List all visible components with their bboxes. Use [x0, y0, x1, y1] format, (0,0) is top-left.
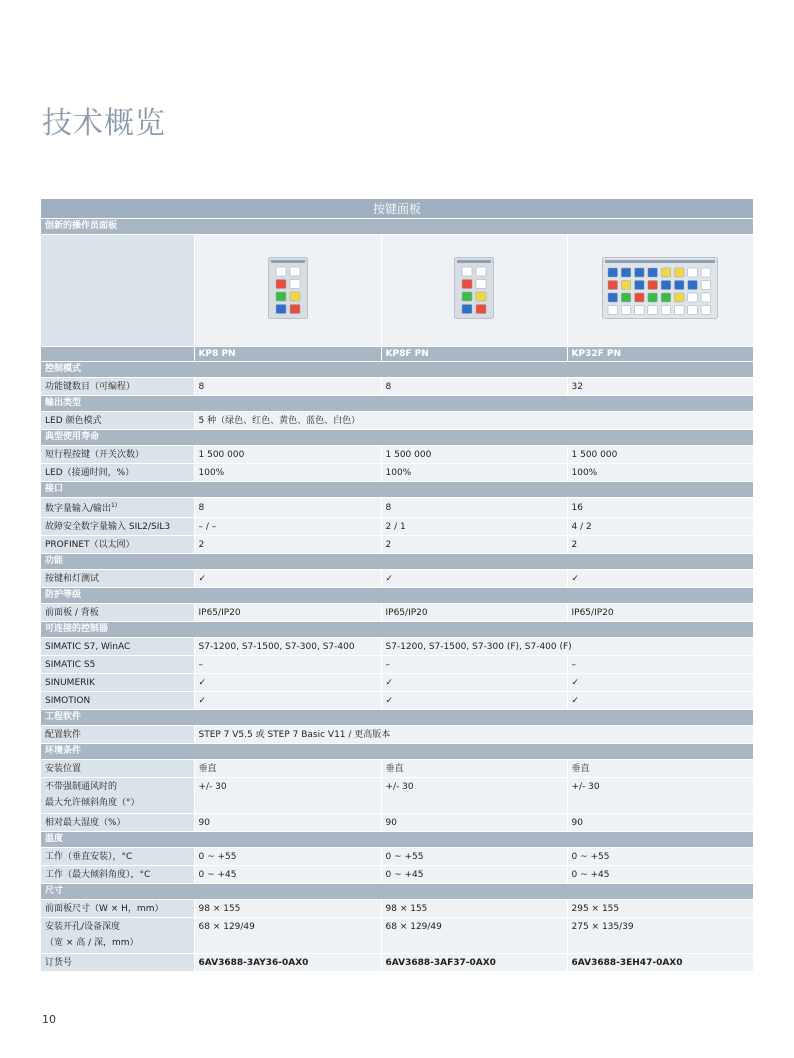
row-label — [41, 518, 194, 536]
row-label-text: LED（接通时间，%） — [45, 467, 135, 478]
row-label-text: 按键和灯测试 — [45, 573, 100, 584]
keypad-key — [608, 293, 618, 302]
table-row — [41, 848, 753, 866]
row-value: 90 — [381, 814, 567, 832]
keypad-key — [688, 280, 698, 289]
keypad-key — [648, 305, 658, 314]
row-label-text: 工作（最大倾斜角度），°C — [45, 869, 151, 880]
table-row — [41, 760, 753, 778]
row-value: ✓ — [567, 570, 753, 588]
row-label — [41, 656, 194, 674]
keypad-key — [622, 268, 632, 277]
row-value-span: STEP 7 V5.5 或 STEP 7 Basic V11 / 更高版本 — [194, 726, 753, 744]
keypad-key — [608, 280, 618, 289]
row-value: ✓ — [194, 692, 381, 710]
row-value: +/- 30 — [381, 778, 567, 814]
keypad-key — [476, 292, 486, 301]
row-value: 8 — [381, 378, 567, 396]
keypad-key — [290, 292, 300, 301]
row-label — [41, 866, 194, 884]
row-label-text: LED 颜色模式 — [45, 415, 102, 426]
row-value: +/- 30 — [567, 778, 753, 814]
row-label — [41, 954, 194, 972]
row-label-text: SIMOTION — [45, 695, 91, 706]
row-label-text: PROFINET（以太网） — [45, 539, 135, 550]
keypad-key — [635, 293, 645, 302]
row-value: – — [567, 656, 753, 674]
keypad-key — [688, 293, 698, 302]
row-value: 90 — [194, 814, 381, 832]
row-label-text: 相对最大湿度（%） — [45, 817, 126, 828]
row-value: 100% — [194, 464, 381, 482]
row-label-text: 不带强制通风时的 — [45, 782, 118, 792]
row-label — [41, 570, 194, 588]
table-row — [41, 778, 753, 814]
section-header: 可连接的控制器 — [41, 622, 753, 638]
keypad-key — [276, 279, 286, 288]
table-row — [41, 570, 753, 588]
table-main-header: 按键面板 — [41, 199, 753, 219]
row-value: 2 / 1 — [381, 518, 567, 536]
row-label-text: SIMATIC S7, WinAC — [45, 641, 131, 652]
keypad-key — [661, 280, 671, 289]
image-row-label-cell — [41, 235, 194, 347]
row-value: IP65/IP20 — [381, 604, 567, 622]
section-header: 温度 — [41, 832, 753, 848]
keypad-key — [675, 305, 685, 314]
technical-overview-table — [41, 199, 753, 972]
keypad-key — [622, 293, 632, 302]
row-value: 2 — [194, 536, 381, 554]
table-row — [41, 814, 753, 832]
keypad-key — [688, 305, 698, 314]
row-value: IP65/IP20 — [194, 604, 381, 622]
table-row — [41, 692, 753, 710]
row-value: 100% — [381, 464, 567, 482]
row-value: 垂直 — [567, 760, 753, 778]
keypad-key — [622, 280, 632, 289]
row-label — [41, 692, 194, 710]
row-value: 6AV3688-3EH47-0AX0 — [567, 954, 753, 972]
keypad-key — [675, 280, 685, 289]
row-value: 0 ~ +45 — [567, 866, 753, 884]
row-value: 8 — [194, 378, 381, 396]
keypad-key — [276, 292, 286, 301]
row-value-span: 5 种（绿色、红色、黄色、蓝色、白色） — [194, 412, 753, 430]
footnote-marker: 1) — [111, 502, 118, 509]
row-label — [41, 536, 194, 554]
section-header: 输出类型 — [41, 396, 753, 412]
row-label-text: 前面板 / 背板 — [45, 607, 99, 618]
keypad-key — [462, 279, 472, 288]
row-value: 8 — [381, 498, 567, 518]
section-header: 环境条件 — [41, 744, 753, 760]
keypad-key — [701, 305, 711, 314]
row-label — [41, 498, 194, 518]
keypad-key — [290, 279, 300, 288]
row-label — [41, 604, 194, 622]
section-innovative-panels: 创新的操作员面板 — [41, 219, 753, 235]
row-label-text: SIMATIC S5 — [45, 659, 96, 670]
row-label — [41, 918, 194, 954]
row-value: ✓ — [567, 674, 753, 692]
section-header: 控制模式 — [41, 362, 753, 378]
keypad-key — [688, 268, 698, 277]
row-value: 68 × 129/49 — [194, 918, 381, 954]
keypad-key — [701, 268, 711, 277]
row-label — [41, 900, 194, 918]
row-label-text: 配置软件 — [45, 729, 82, 740]
keypad-key — [648, 293, 658, 302]
row-label — [41, 446, 194, 464]
row-label — [41, 760, 194, 778]
keypad-key — [290, 304, 300, 313]
row-value: 16 — [567, 498, 753, 518]
keypad-key — [661, 268, 671, 277]
row-value: S7-1200, S7-1500, S7-300, S7-400 — [194, 638, 381, 656]
row-label-text: 安装位置 — [45, 763, 82, 774]
section-header: 功能 — [41, 554, 753, 570]
row-value: S7-1200, S7-1500, S7-300 (F), S7-400 (F) — [381, 638, 753, 656]
model-name-kp8: KP8 PN — [194, 347, 381, 362]
row-value: 0 ~ +55 — [194, 848, 381, 866]
keypad-key — [701, 280, 711, 289]
row-label-text: 安装开孔/设备深度 — [45, 922, 121, 932]
kp8f-panel-image — [454, 257, 494, 319]
table-row — [41, 464, 753, 482]
row-value: +/- 30 — [194, 778, 381, 814]
keypad-key — [276, 267, 286, 276]
keypad-key — [661, 305, 671, 314]
row-value: 1 500 000 — [381, 446, 567, 464]
table-row — [41, 536, 753, 554]
row-value: IP65/IP20 — [567, 604, 753, 622]
keypad-key — [476, 279, 486, 288]
row-label-text: 订货号 — [45, 957, 73, 968]
row-label — [41, 674, 194, 692]
page-number: 10 — [42, 1013, 56, 1026]
row-label — [41, 378, 194, 396]
row-label-text-line2: 最大允许倾斜角度（°） — [45, 798, 140, 808]
keypad-key — [648, 280, 658, 289]
row-value: 4 / 2 — [567, 518, 753, 536]
page-title: 技术概览 — [42, 106, 166, 142]
table-row — [41, 638, 753, 656]
keypad-key — [290, 267, 300, 276]
row-value: 0 ~ +45 — [194, 866, 381, 884]
row-value: – — [381, 656, 567, 674]
row-value: 100% — [567, 464, 753, 482]
table-row — [41, 918, 753, 954]
product-image-kp8f — [381, 235, 567, 347]
keypad-key — [276, 304, 286, 313]
row-value: 垂直 — [381, 760, 567, 778]
table-row — [41, 518, 753, 536]
row-value: 295 × 155 — [567, 900, 753, 918]
keypad-key — [648, 268, 658, 277]
section-header: 工程软件 — [41, 710, 753, 726]
keypad-key — [622, 305, 632, 314]
row-value: 98 × 155 — [194, 900, 381, 918]
row-label-text: 数字量输入/输出 — [45, 504, 112, 514]
row-label-text: 功能键数目（可编程） — [45, 381, 136, 392]
section-header: 尺寸 — [41, 884, 753, 900]
row-label-text: 工作（垂直安装），°C — [45, 851, 133, 862]
row-value: 90 — [567, 814, 753, 832]
table-row — [41, 378, 753, 396]
kp32f-panel-image — [602, 257, 718, 319]
row-value: ✓ — [194, 674, 381, 692]
row-value: ✓ — [381, 674, 567, 692]
keypad-key — [462, 304, 472, 313]
row-value: 68 × 129/49 — [381, 918, 567, 954]
table-row — [41, 446, 753, 464]
row-label — [41, 778, 194, 814]
model-row-label-cell — [41, 347, 194, 362]
section-header: 防护等级 — [41, 588, 753, 604]
row-value: 98 × 155 — [381, 900, 567, 918]
row-label-text: SINUMERIK — [45, 677, 95, 688]
table-row — [41, 412, 753, 430]
row-value: 2 — [381, 536, 567, 554]
row-value: 6AV3688-3AY36-0AX0 — [194, 954, 381, 972]
row-value: 1 500 000 — [194, 446, 381, 464]
row-value: 0 ~ +45 — [381, 866, 567, 884]
row-label — [41, 848, 194, 866]
row-value: ✓ — [567, 692, 753, 710]
keypad-key — [462, 267, 472, 276]
product-image-kp32f — [567, 235, 753, 347]
keypad-key — [462, 292, 472, 301]
row-value: 6AV3688-3AF37-0AX0 — [381, 954, 567, 972]
row-value: ✓ — [381, 692, 567, 710]
table-row — [41, 954, 753, 972]
table-row — [41, 866, 753, 884]
keypad-key — [608, 268, 618, 277]
row-value: 0 ~ +55 — [567, 848, 753, 866]
row-label — [41, 412, 194, 430]
keypad-key — [608, 305, 618, 314]
section-header: 接口 — [41, 482, 753, 498]
product-image-kp8 — [194, 235, 381, 347]
table-row — [41, 674, 753, 692]
keypad-key — [476, 304, 486, 313]
keypad-key — [476, 267, 486, 276]
keypad-key — [635, 305, 645, 314]
row-label-text: 短行程按键（开关次数） — [45, 449, 145, 460]
table-row — [41, 498, 753, 518]
table-row — [41, 726, 753, 744]
model-name-kp32f: KP32F PN — [567, 347, 753, 362]
keypad-key — [661, 293, 671, 302]
row-label-text: 前面板尺寸（W × H，mm） — [45, 903, 164, 914]
keypad-key — [635, 280, 645, 289]
row-value: 8 — [194, 498, 381, 518]
keypad-key — [675, 268, 685, 277]
keypad-key — [635, 268, 645, 277]
row-label — [41, 638, 194, 656]
row-value: 2 — [567, 536, 753, 554]
row-value: ✓ — [194, 570, 381, 588]
row-label — [41, 814, 194, 832]
row-label-text: 故障安全数字量输入 SIL2/SIL3 — [45, 521, 171, 532]
row-label — [41, 726, 194, 744]
row-value: – — [194, 656, 381, 674]
section-header: 典型使用寿命 — [41, 430, 753, 446]
keypad-key — [675, 293, 685, 302]
model-name-kp8f: KP8F PN — [381, 347, 567, 362]
row-label — [41, 464, 194, 482]
row-value: – / – — [194, 518, 381, 536]
kp8-panel-image — [268, 257, 308, 319]
row-value: 32 — [567, 378, 753, 396]
table-row — [41, 900, 753, 918]
row-value: 0 ~ +55 — [381, 848, 567, 866]
row-value: 垂直 — [194, 760, 381, 778]
row-value: 275 × 135/39 — [567, 918, 753, 954]
table-row — [41, 604, 753, 622]
row-value: ✓ — [381, 570, 567, 588]
keypad-key — [701, 293, 711, 302]
row-value: 1 500 000 — [567, 446, 753, 464]
table-row — [41, 656, 753, 674]
row-label-text-line2: （宽 × 高 / 深，mm） — [45, 938, 139, 948]
